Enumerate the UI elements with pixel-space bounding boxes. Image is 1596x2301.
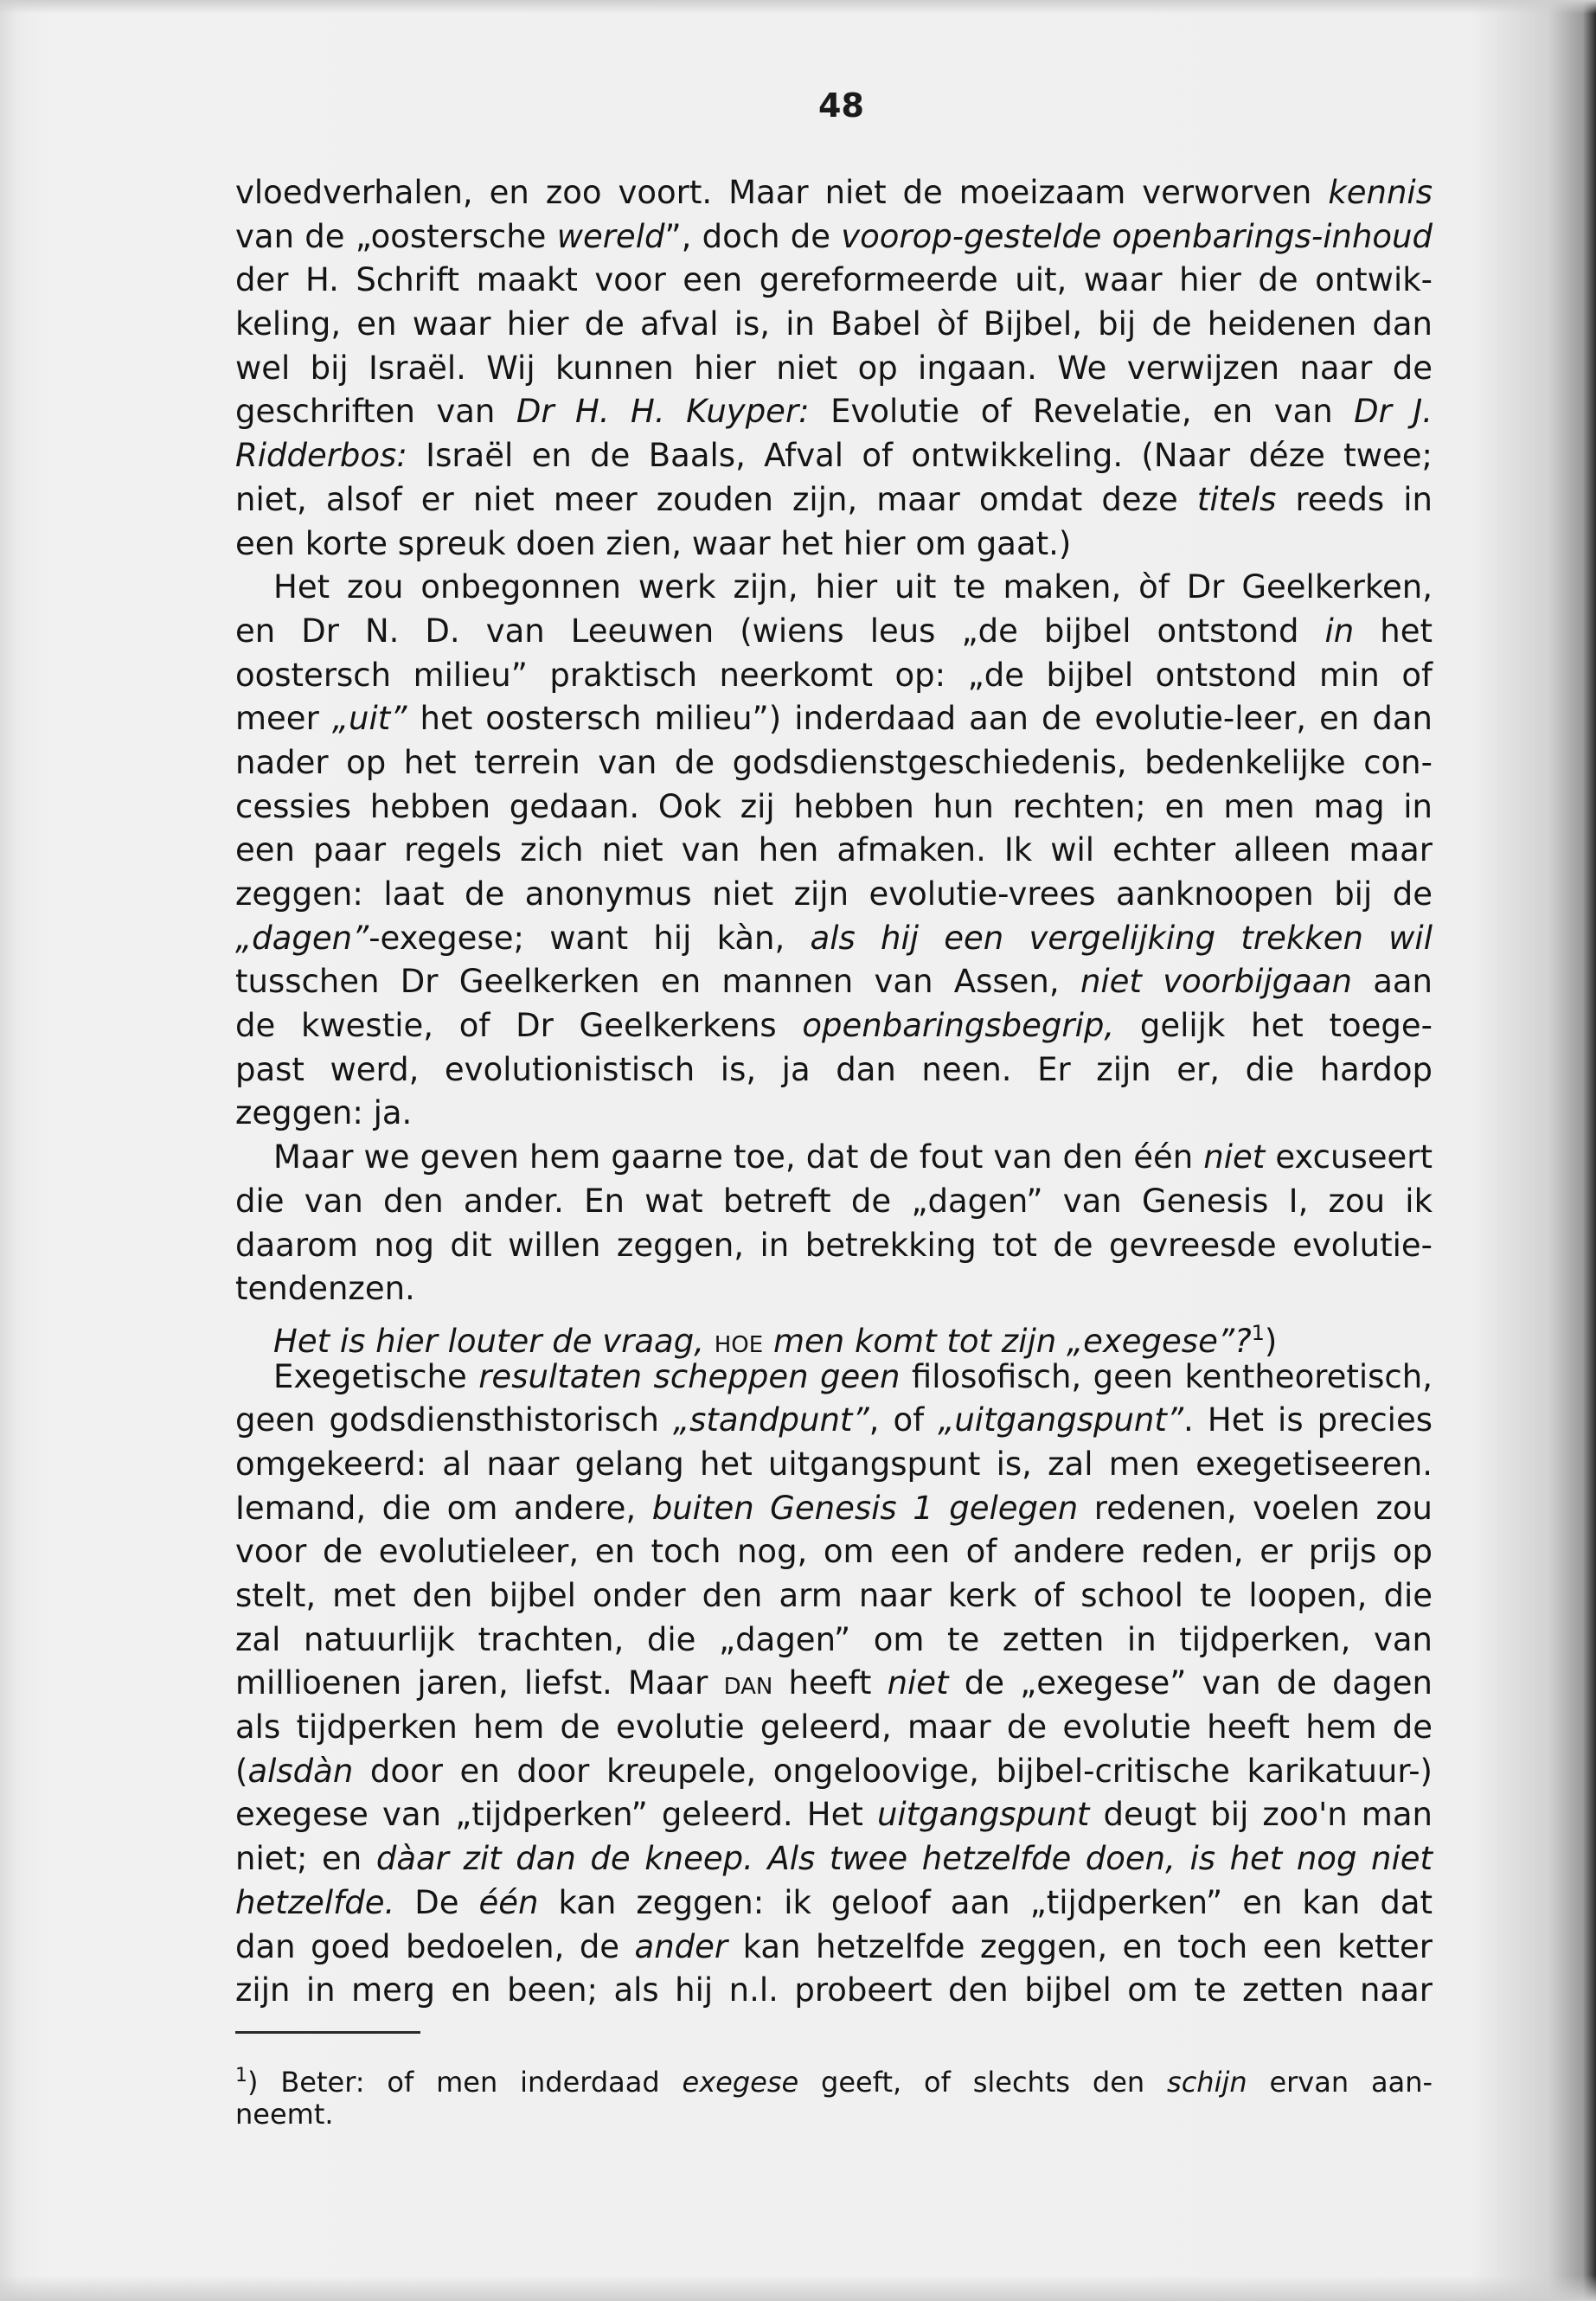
text-line: omgekeerd: al naar gelang het uitgangspunt is, zal men exegetiseeren.	[235, 1445, 1433, 1483]
text-line: stelt, met den bijbel onder den arm naar kerk of school te loopen, die	[235, 1577, 1433, 1614]
text-line: Maar we geven hem gaarne toe, dat de fout van den één niet excuseert	[273, 1138, 1433, 1176]
text-line: daarom nog dit willen zeggen, in betrekking tot de gevreesde evolutie-	[235, 1226, 1433, 1264]
text-line: dan goed bedoelen, de ander kan hetzelfde zeggen, en toch een ketter	[235, 1927, 1433, 1965]
text-line: „dagen”-exegese; want hij kàn, als hij een vergelijking trekken wil	[235, 919, 1433, 957]
body-text	[235, 171, 1433, 2013]
text-line: exegese van „tijdperken” geleerd. Het uitgangspunt deugt bij zoo'n man	[235, 1796, 1433, 1834]
text-line: de kwestie, of Dr Geelkerkens openbaringsbegrip, gelijk het toege-	[235, 1007, 1433, 1045]
text-line: zeggen: ja.	[235, 1094, 413, 1132]
text-line: Ridderbos: Israël en de Baals, Afval of ontwikkeling. (Naar déze twee;	[235, 437, 1433, 475]
text-line: geen godsdiensthistorisch „standpunt”, of „uitgangspunt”. Het is precies	[235, 1401, 1433, 1439]
text-line: niet; en dàar zit dan de kneep. Als twee hetzelfde doen, is het nog niet	[235, 1840, 1433, 1878]
footnote-divider	[235, 2031, 420, 2034]
text-line: tendenzen.	[235, 1270, 415, 1308]
text-line: en Dr N. D. van Leeuwen (wiens leus „de bijbel ontstond in het	[235, 612, 1433, 650]
text-line: niet, alsof er niet meer zouden zijn, maar omdat deze titels reeds in	[235, 480, 1433, 518]
text-line: hetzelfde. De één kan zeggen: ik geloof aan „tijdperken” en kan dat	[235, 1883, 1433, 1921]
text-line: tusschen Dr Geelkerken en mannen van Assen, niet voorbijgaan aan	[235, 963, 1433, 1001]
text-line: Het is hier louter de vraag, hoe men komt tot zijn „exegese”?$^1$)	[273, 1320, 1278, 1360]
text-line: als tijdperken hem de evolutie geleerd, maar de evolutie heeft hem de	[235, 1708, 1433, 1747]
text-line: nader op het terrein van de godsdienstgeschiedenis, bedenkelijke con-	[235, 743, 1433, 781]
text-line: oostersch milieu” praktisch neerkomt op: „de bijbel ontstond min of	[235, 656, 1433, 694]
text-line: zal natuurlijk trachten, die „dagen” om te zetten in tijdperken, van	[235, 1620, 1433, 1658]
footnote-mark: 1	[235, 2065, 247, 2086]
footnote-line: neemt.	[235, 2098, 334, 2131]
text-line: geschriften van Dr H. H. Kuyper: Evolutie of Revelatie, en van Dr J.	[235, 393, 1433, 431]
text-line: (alsdàn door en door kreupele, ongeloovige, bijbel-critische karikatuur-)	[235, 1752, 1433, 1790]
paper-edge-bottom	[0, 2275, 1596, 2301]
text-line: van de „oostersche wereld”, doch de voorop-gestelde openbarings-inhoud	[235, 217, 1433, 255]
footnote-line: $^1$) Beter: of men inderdaad exegese geeft, of slechts den schijn ervan aan-	[235, 2065, 1433, 2099]
text-line: zeggen: laat de anonymus niet zijn evolutie-vrees aanknoopen bij de	[235, 875, 1433, 913]
footnote	[235, 2057, 1433, 2133]
text-line: wel bij Israël. Wij kunnen hier niet op ingaan. We verwijzen naar de	[235, 349, 1433, 387]
text-line: een paar regels zich niet van hen afmaken. Ik wil echter alleen maar	[235, 831, 1433, 869]
text-line: der H. Schrift maakt voor een gereformeerde uit, waar hier de ontwik-	[235, 261, 1433, 299]
page-number: 48	[818, 87, 864, 125]
text-line: millioenen jaren, liefst. Maar dan heeft niet de „exegese” van de dagen	[235, 1664, 1433, 1702]
text-line: Iemand, die om andere, buiten Genesis 1 gelegen redenen, voelen zou	[235, 1489, 1433, 1527]
text-line: Exegetische resultaten scheppen geen filosofisch, geen kentheoretisch,	[273, 1357, 1433, 1395]
paper-edge-top	[0, 0, 1596, 14]
text-line: cessies hebben gedaan. Ook zij hebben hun rechten; en men mag in	[235, 787, 1433, 825]
text-line: die van den ander. En wat betreft de „dagen” van Genesis I, zou ik	[235, 1182, 1433, 1220]
text-line: voor de evolutieleer, en toch nog, om een of andere reden, er prijs op	[235, 1533, 1433, 1571]
text-line: een korte spreuk doen zien, waar het hier om gaat.)	[235, 524, 1072, 562]
text-line: meer „uit” het oostersch milieu”) inderdaad aan de evolutie-leer, en dan	[235, 700, 1433, 738]
text-line: Het zou onbegonnen werk zijn, hier uit te maken, òf Dr Geelkerken,	[273, 568, 1433, 606]
text-line: vloedverhalen, en zoo voort. Maar niet de moeizaam verworven kennis	[235, 174, 1433, 211]
text-line: past werd, evolutionistisch is, ja dan neen. Er zijn er, die hardop	[235, 1050, 1433, 1088]
text-line: keling, en waar hier de afval is, in Babel òf Bijbel, bij de heidenen dan	[235, 305, 1433, 343]
text-line: zijn in merg en been; als hij n.l. probeert den bijbel om te zetten naar	[235, 1971, 1433, 2009]
